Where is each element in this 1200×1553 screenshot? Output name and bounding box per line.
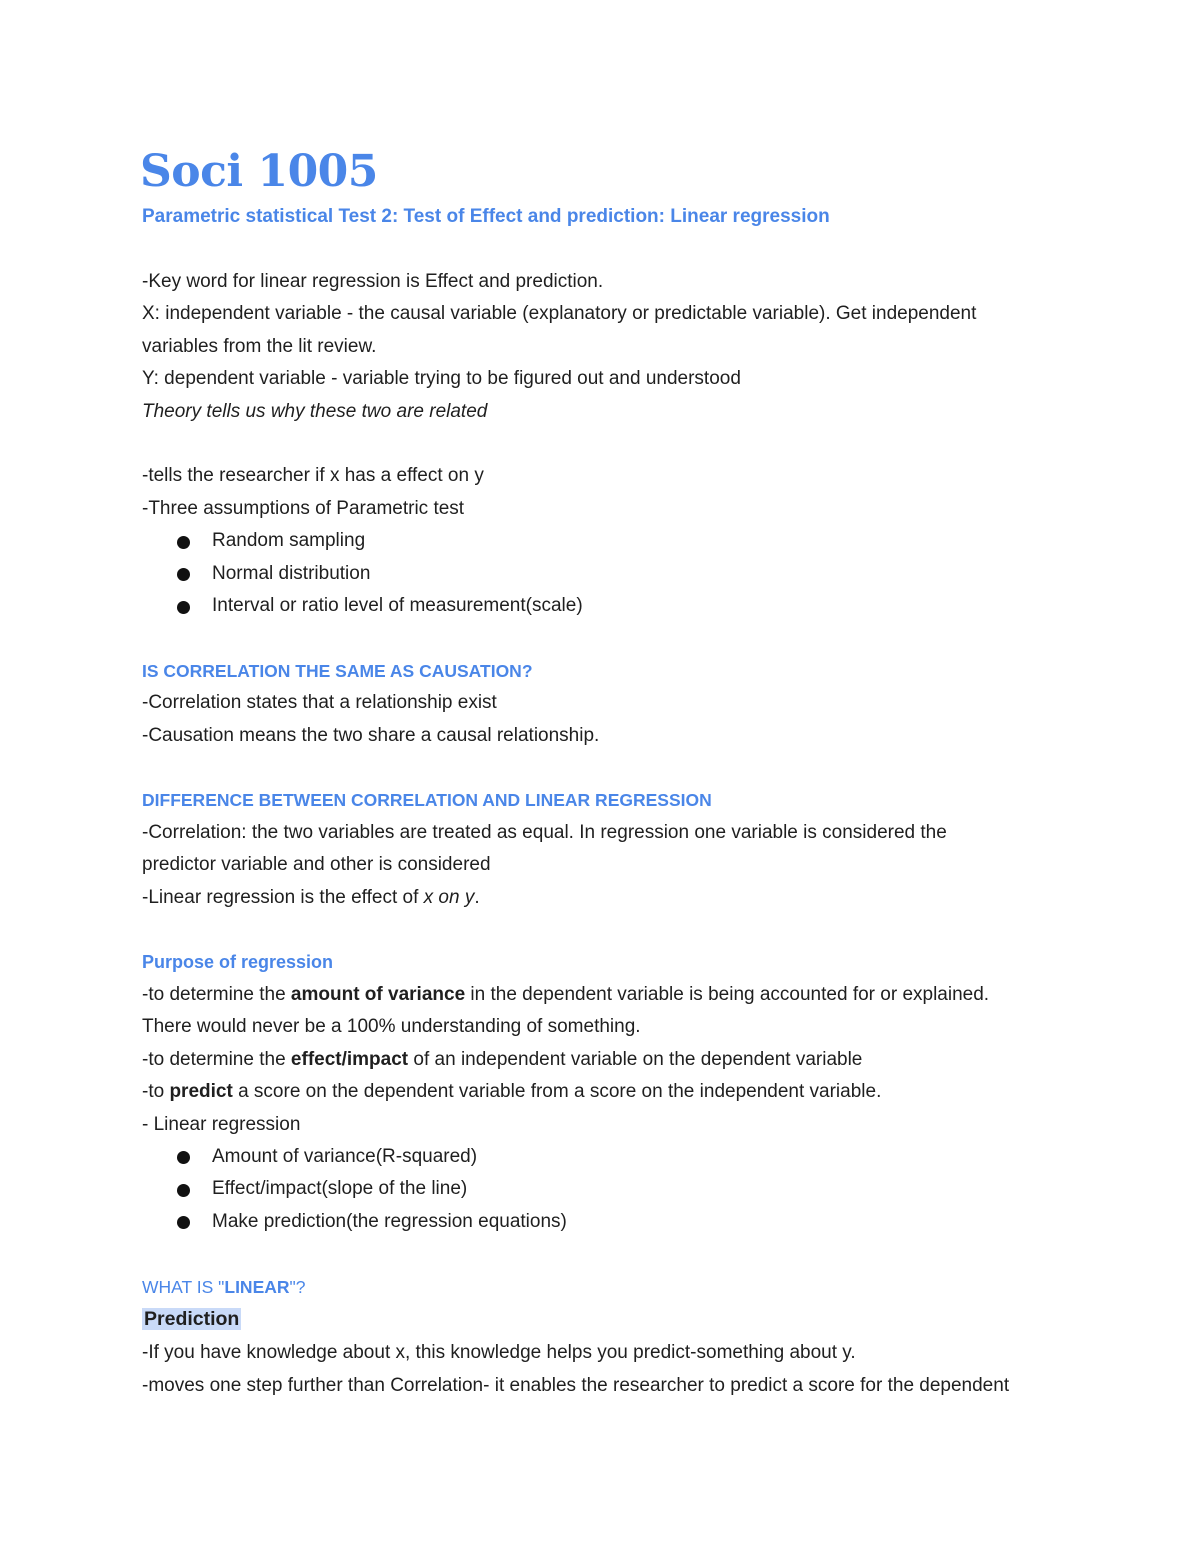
spacer xyxy=(142,428,1082,460)
bullet-icon xyxy=(177,1216,190,1229)
italic-text: x on y xyxy=(423,886,475,908)
bullet-icon xyxy=(177,1151,190,1164)
prediction-label-row xyxy=(142,1303,1082,1337)
purpose-heading: Purpose of regression xyxy=(142,952,334,973)
x-definition-line-1: X: independent variable - the causal variable (explanatory or predictable variable). Get independent xyxy=(142,303,977,325)
prediction-line-1: -If you have knowledge about x, this knowledge helps you predict-something about y. xyxy=(142,1342,856,1364)
document-content xyxy=(142,140,1082,1402)
spacer xyxy=(142,752,1082,784)
difference-line-3 xyxy=(142,882,1082,914)
causation-line-2: -Causation means the two share a causal relationship. xyxy=(142,724,600,746)
y-definition-line: Y: dependent variable - variable trying to be figured out and understood xyxy=(142,368,741,390)
text-span: . xyxy=(474,886,480,908)
difference-line-2: predictor variable and other is considered xyxy=(142,854,491,876)
assumptions-list xyxy=(142,525,1082,622)
list-item xyxy=(142,1141,1082,1173)
spacer xyxy=(142,1238,1082,1270)
difference-heading: DIFFERENCE BETWEEN CORRELATION AND LINEAR REGRESSION xyxy=(142,790,712,811)
x-definition-line-2: variables from the lit review. xyxy=(142,335,377,357)
text-span: of an independent variable on the dependent variable xyxy=(408,1048,863,1070)
bullet-icon xyxy=(177,601,190,614)
causation-heading: IS CORRELATION THE SAME AS CAUSATION? xyxy=(142,660,533,681)
bold-text: effect/impact xyxy=(290,1048,409,1070)
list-item xyxy=(142,558,1082,590)
list-item xyxy=(142,1173,1082,1205)
spacer xyxy=(142,914,1082,946)
text-span: -to determine the xyxy=(142,983,291,1005)
difference-line-1: -Correlation: the two variables are treated as equal. In regression one variable is considered the xyxy=(142,821,947,843)
spacer xyxy=(142,232,1082,266)
bullet-icon xyxy=(177,536,190,549)
list-item xyxy=(142,525,1082,557)
purpose-line-2 xyxy=(142,1044,1082,1076)
tells-line: -tells the researcher if x has a effect on y xyxy=(142,465,484,487)
text-span: "? xyxy=(289,1276,306,1297)
subtitle: Parametric statistical Test 2: Test of Effect and prediction: Linear regression xyxy=(142,206,830,227)
text-span: a score on the dependent variable from a score on the independent variable. xyxy=(232,1081,882,1103)
list-item-text: Amount of variance(R-squared) xyxy=(212,1145,478,1167)
bold-text: amount of variance xyxy=(290,983,466,1005)
list-item-text: Make prediction(the regression equations) xyxy=(212,1210,567,1232)
purpose-line-1 xyxy=(142,979,1082,1011)
list-item xyxy=(142,1206,1082,1238)
text-span: WHAT IS " xyxy=(142,1276,225,1297)
assumptions-header: -Three assumptions of Parametric test xyxy=(142,497,465,519)
linear-heading xyxy=(142,1271,1082,1303)
list-item xyxy=(142,590,1082,622)
prediction-line-2: -moves one step further than Correlation- it enables the researcher to predict a score for the dependent xyxy=(142,1374,1010,1396)
text-span: -to determine the xyxy=(142,1048,291,1070)
text-span: -to xyxy=(142,1081,170,1103)
prediction-label: Prediction xyxy=(144,1307,240,1330)
text-span: in the dependent variable is being accounted for or explained. xyxy=(465,983,990,1005)
purpose-line-1-cont: There would never be a 100% understanding of something. xyxy=(142,1016,641,1038)
spacer xyxy=(142,622,1082,654)
list-item-text: Interval or ratio level of measurement(scale) xyxy=(212,595,583,617)
keyword-line: -Key word for linear regression is Effect and prediction. xyxy=(142,271,604,292)
list-item-text: Normal distribution xyxy=(212,562,371,584)
purpose-line-3 xyxy=(142,1076,1082,1108)
regression-list xyxy=(142,1141,1082,1238)
theory-line: Theory tells us why these two are related xyxy=(142,400,488,422)
list-item-text: Effect/impact(slope of the line) xyxy=(212,1178,468,1200)
bullet-icon xyxy=(177,1184,190,1197)
bold-text: predict xyxy=(169,1081,233,1103)
text-span: -Linear regression is the effect of xyxy=(142,886,424,908)
list-item-text: Random sampling xyxy=(212,530,366,552)
causation-line-1: -Correlation states that a relationship exist xyxy=(142,692,497,714)
linear-regression-line: - Linear regression xyxy=(142,1113,301,1135)
bold-text: LINEAR xyxy=(224,1276,290,1297)
bullet-icon xyxy=(177,568,190,581)
page-title: Soci 1005 xyxy=(140,146,378,197)
